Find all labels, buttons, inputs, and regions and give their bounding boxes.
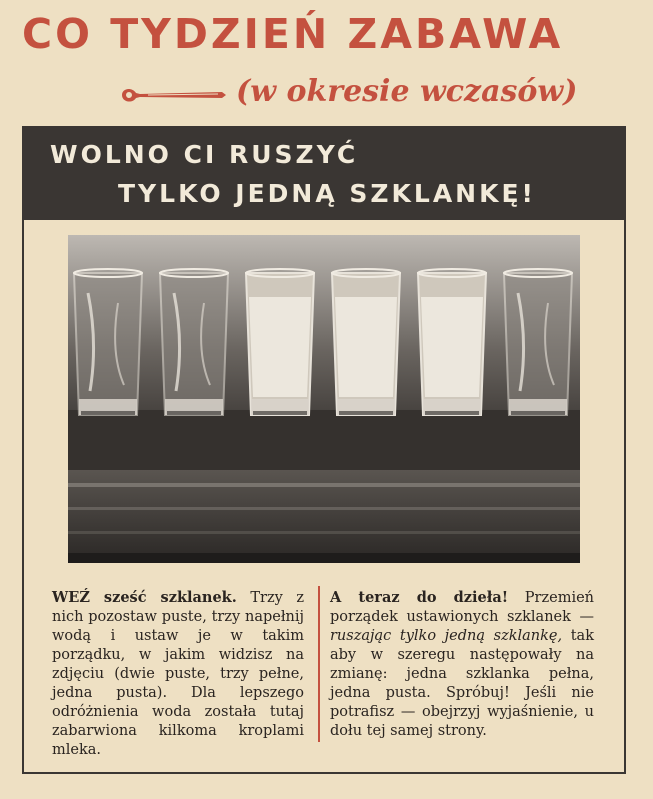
page-title: CO TYDZIEŃ ZABAWA	[22, 10, 564, 58]
headline-banner	[22, 126, 626, 220]
banner-line-1: WOLNO CI RUSZYĆ	[50, 140, 359, 169]
glass-4	[332, 269, 400, 415]
glass-1	[74, 269, 142, 415]
right-column-emphasis: ruszając tylko jedną szklankę,	[330, 628, 563, 644]
banner-line-2: TYLKO JEDNĄ SZKLANKĘ!	[118, 179, 536, 208]
glass-2	[160, 269, 228, 415]
subtitle-row	[118, 74, 638, 114]
left-column-lead: WEŹ sześć szklanek.	[52, 589, 237, 606]
right-column-lead: A teraz do dzieła!	[330, 589, 509, 606]
left-column-text	[52, 588, 304, 760]
glass-3	[246, 269, 314, 415]
fountain-pen-icon	[118, 82, 228, 108]
glasses-photo-illustration	[68, 235, 580, 563]
left-column-body: Trzy z nich pozostaw puste, trzy napełnij wodą i ustaw je w takim porządku, w jakim widzisz na zdjęciu (dwie puste, trzy pełne, jedna pusta). Dla lepszego odróżnienia woda została tutaj zabarwiona kilkoma kroplami mleka.	[52, 590, 305, 758]
right-column-body-1: Przemień porządek ustawionych szklanek —	[330, 590, 594, 625]
glass-5	[418, 269, 486, 415]
glass-6	[504, 269, 572, 415]
glasses-photo	[68, 235, 580, 563]
right-column-body-2: tak aby w szeregu następowały na zmianę: jedna szklanka pełna, jedna pusta. Spróbuj! Jeśli nie potrafisz — obejrzyj wyjaśnienie, u dołu tej samej strony.	[330, 628, 594, 739]
page-subtitle: (w okresie wczasów)	[236, 74, 578, 109]
right-column-text	[330, 588, 594, 741]
column-divider	[318, 586, 320, 742]
